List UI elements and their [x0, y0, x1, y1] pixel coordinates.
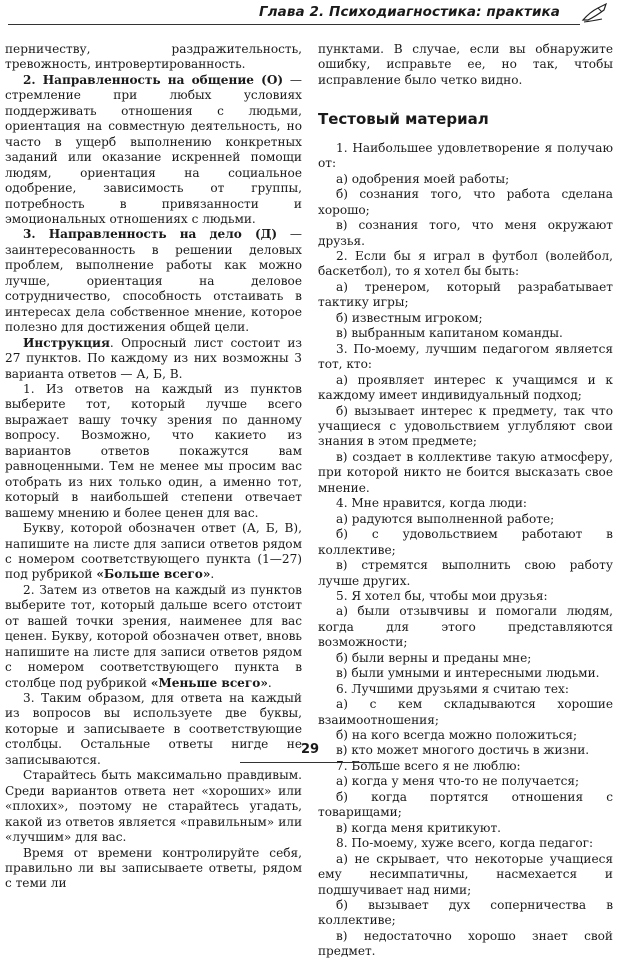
list-item: а) одобрения моей работы; [336, 171, 510, 186]
paragraph: пунктами. В случае, если вы обнаружите ошибку, исправьте ее, но так, чтобы исправление было четко видно. [318, 42, 613, 87]
list-item: 8. По-моему, хуже всего, когда педагог: [336, 836, 594, 851]
chapter-title: Глава 2. Психодиагностика: практика [258, 4, 560, 20]
list-item: б) на кого всегда можно положиться; [336, 728, 578, 743]
list-item: б) вызывает интерес к предмету, так что учащиеся с удовольствием углубляют свои знания в этом предмете; [318, 403, 613, 449]
paragraph: 2. Затем из ответов на каждый из пунктов выберите тот, который дальше всего отстоит от вашей точки зрения, наименее для вас ценен. Букву, которой обозначен ответ, вновь напишите на листе для записи ответов рядом с номером соответствующего пункта в столбце под рубрикой «Меньше всего». [5, 582, 302, 690]
list-item: а) тренером, который разрабатывает тактику игры; [318, 279, 613, 310]
section-heading: Тестовый материал [318, 110, 489, 129]
running-header [0, 0, 620, 26]
list-item: 4. Мне нравится, когда люди: [336, 496, 527, 511]
list-item: в) создает в коллективе такую атмосферу, при которой никто не боится высказать свое мнение. [318, 449, 613, 495]
header-rule [8, 24, 580, 25]
list-item: б) были верны и преданы мне; [336, 650, 532, 665]
list-item: в) кто может многого достичь в жизни. [336, 743, 590, 758]
list-item: 3. По-моему, лучшим педагогом является тот, кто: [318, 341, 613, 372]
paragraph: 1. Из ответов на каждый из пунктов выберите тот, который лучше всего выражает вашу точку зрения по данному вопросу. Возможно, что какието из вариантов ответов покажутся вам равноценными. Тем не менее мы просим вас отобрать из них только один, а именно тот, который в наибольшей степени отвечает вашему мнению и более ценен для вас. [5, 381, 302, 520]
list-item: а) с кем складываются хорошие взаимоотношения; [318, 697, 613, 727]
paragraph: Время от времени контролируйте себя, правильно ли вы записываете ответы, рядом с теми ли [5, 845, 302, 891]
writing-hand-icon [580, 2, 610, 24]
list-item: в) стремятся выполнить свою работу лучше других. [318, 558, 613, 588]
list-item: в) выбранным капитаном команды. [336, 326, 563, 341]
list-item: в) когда меня критикуют. [336, 820, 501, 835]
right-column [318, 42, 613, 960]
list-item: в) недостаточно хорошо знает свой предмет. [318, 928, 613, 959]
list-item: в) были умными и интересными людьми. [336, 666, 600, 681]
list-item: 1. Наибольшее удовлетворение я получаю от: [318, 140, 613, 171]
list-item: б) вызывает дух соперничества в коллективе; [318, 898, 613, 928]
list-item: а) не скрывает, что некоторые учащиеся ему несимпатичны, насмехается и подшучивает над ними; [318, 851, 613, 897]
list-item: 7. Больше всего я не люблю: [336, 758, 521, 773]
term: «Меньше всего» [150, 675, 268, 690]
paragraph: перничеству, раздражительность, тревожность, интровертированность. [5, 42, 302, 72]
term: 2. Направленность на общение (О) [23, 72, 284, 87]
term: «Больше всего» [96, 567, 211, 582]
list-item: 6. Лучшими друзьями я считаю тех: [336, 681, 569, 696]
left-column [5, 42, 302, 892]
list-item: б) с удовольствием работают в коллективе; [318, 527, 613, 557]
list-item: б) когда портятся отношения с товарищами; [318, 789, 613, 820]
paragraph: Букву, которой обозначен ответ (А, Б, В), напишите на листе для записи ответов рядом с номером соответствующего пункта (1—27) под рубрикой «Больше всего». [5, 521, 302, 582]
paragraph: 3. Таким образом, для ответа на каждый из вопросов вы используете две буквы, которые и записываете в соответствующие столбцы. Остальные ответы нигде не записываются. [5, 691, 302, 767]
list-item: б) сознания того, что работа сделана хорошо; [318, 187, 613, 217]
paragraph: Старайтесь быть максимально правдивым. Среди вариантов ответа нет «хороших» или «плохих», поэтому не старайтесь угадать, какой из ответов является «правильным» или «лучшим» для вас. [5, 768, 302, 845]
term: 3. Направленность на дело (Д) [23, 227, 278, 242]
list-item: а) были отзывчивы и помогали людям, когда для этого представляются возможности; [318, 604, 613, 650]
list-item: в) сознания того, что меня окружают друзья. [318, 218, 613, 248]
list-item: а) проявляет интерес к учащимся и к каждому имеет индивидуальный подход; [318, 372, 613, 403]
list-item: а) радуются выполненной работе; [336, 511, 555, 526]
list-item: б) известным игроком; [336, 310, 483, 325]
list-item: 2. Если бы я играл в футбол (волейбол, баскетбол), то я хотел бы быть: [318, 248, 613, 279]
footer-rule [240, 762, 380, 763]
term: Инструкция [23, 335, 110, 350]
paragraph-orientation-business: 3. Направленность на дело (Д) — заинтересованность в решении деловых проблем, выполнение работы как можно лучше, ориентация на деловое сотрудничество, способность отстаивать в интересах дела собственное мнение, которое полезно для достижения общей цели. [5, 227, 302, 335]
paragraph-instruction: Инструкция. Опросный лист состоит из 27 пунктов. По каждому из них возможны 3 варианта ответов — А, Б, В. [5, 335, 302, 381]
page-number: 29 [300, 742, 320, 757]
paragraph-orientation-communication: 2. Направленность на общение (О) — стремление при любых условиях поддерживать отношения с людьми, ориентация на совместную деятельность, но часто в ущерб выполнению конкретных заданий или оказание искренней помощи людям, ориентация на социальное одобрение, зависимость от группы, потребность в привязанности и эмоциональных отношениях с людьми. [5, 72, 302, 226]
test-items-list [318, 141, 613, 960]
list-item: 5. Я хотел бы, чтобы мои друзья: [336, 588, 548, 603]
list-item: а) когда у меня что-то не получается; [336, 774, 580, 789]
